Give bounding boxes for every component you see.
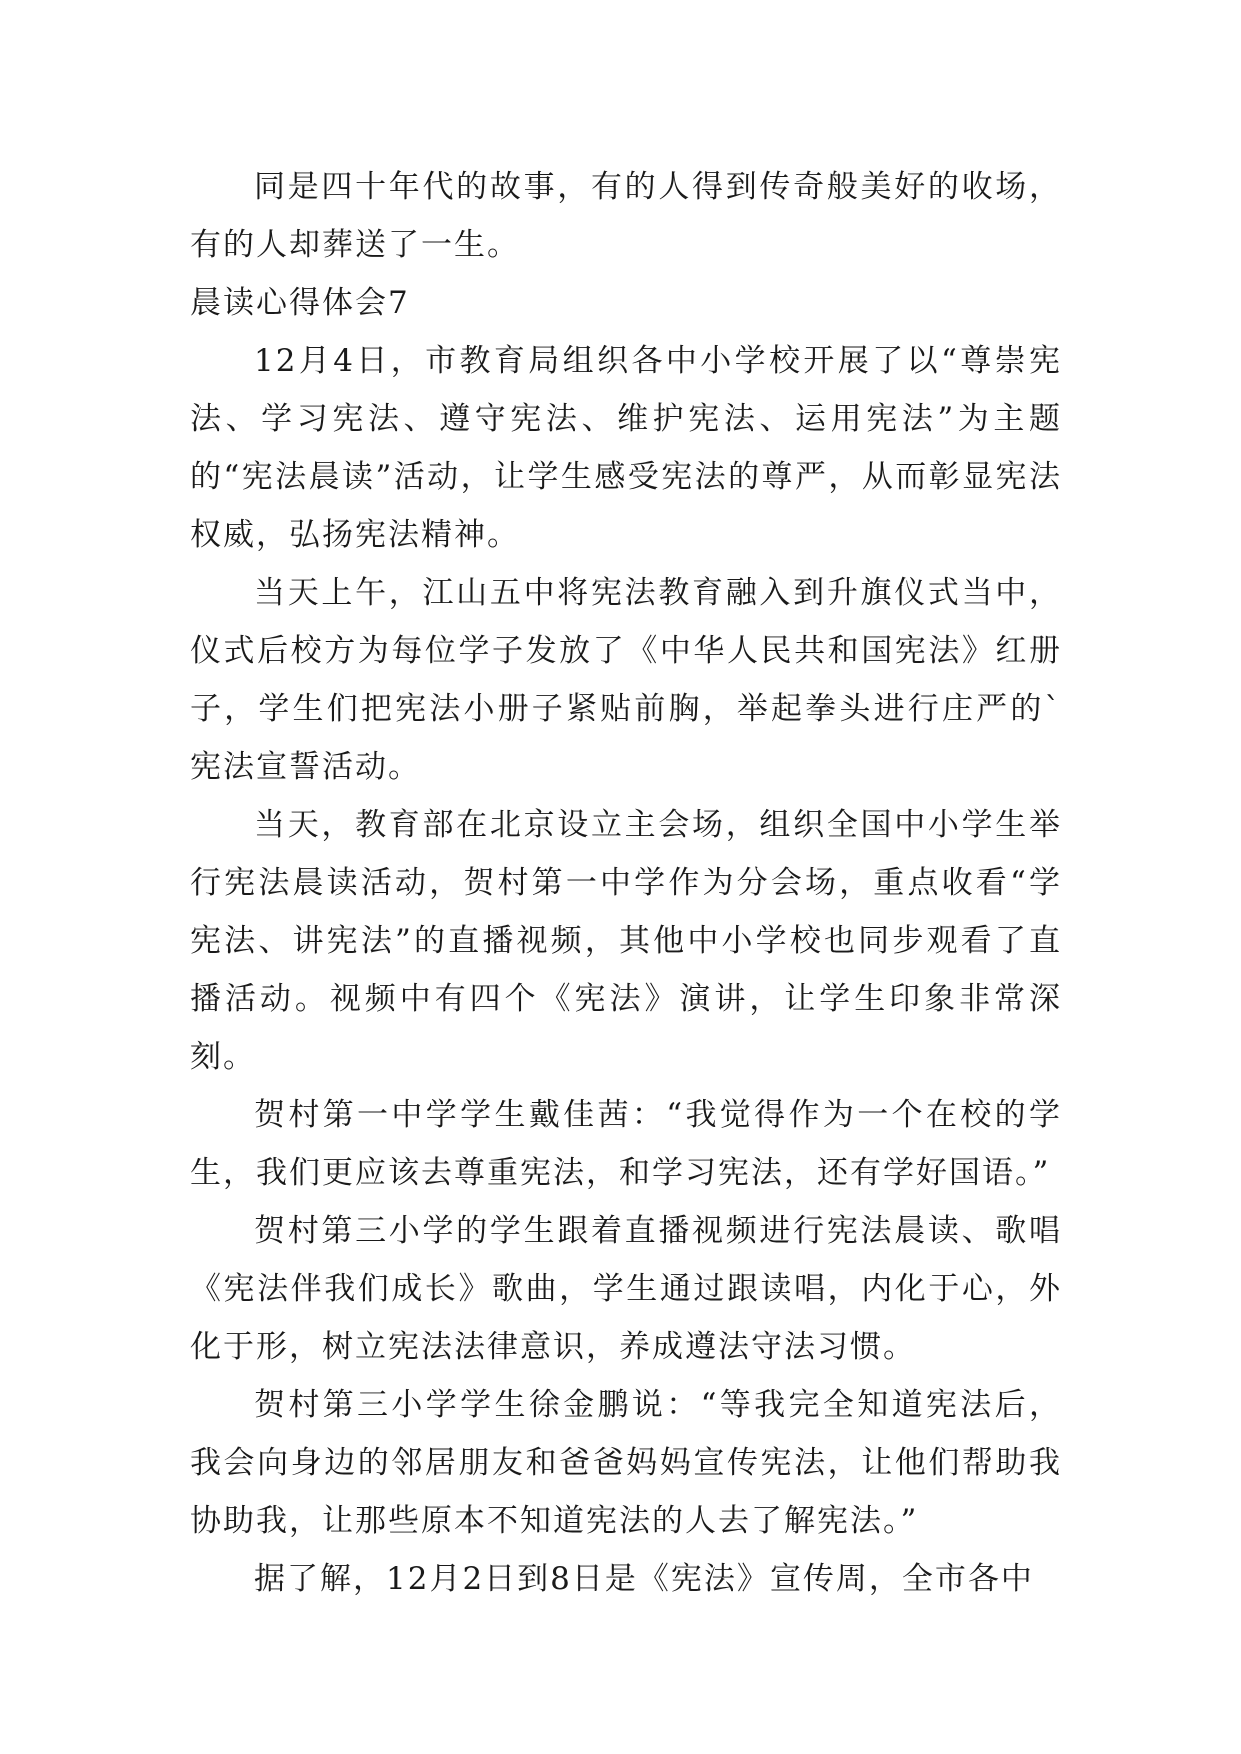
document-body [190, 158, 1062, 1608]
section-heading: 晨读心得体会7 [190, 285, 410, 321]
paragraph-6: 贺村第三小学的学生跟着直播视频进行宪法晨读、歌唱《宪法伴我们成长》歌曲，学生通过跟读唱，内化于心，外化于形，树立宪法法律意识，养成遵法守法习惯。 [190, 1213, 1062, 1365]
paragraph-7: 贺村第三小学学生徐金鹏说：“等我完全知道宪法后，我会向身边的邻居朋友和爸爸妈妈宣传宪法，让他们帮助我协助我，让那些原本不知道宪法的人去了解宪法。” [190, 1387, 1062, 1539]
paragraph-1: 同是四十年代的故事，有的人得到传奇般美好的收场，有的人却葬送了一生。 [190, 169, 1062, 263]
paragraph-3: 当天上午，江山五中将宪法教育融入到升旗仪式当中，仪式后校方为每位学子发放了《中华人民共和国宪法》红册子，学生们把宪法小册子紧贴前胸，举起拳头进行庄严的`宪法宣誓活动。 [190, 575, 1062, 785]
paragraph-2: 12月4日，市教育局组织各中小学校开展了以“尊崇宪法、学习宪法、遵守宪法、维护宪法、运用宪法”为主题的“宪法晨读”活动，让学生感受宪法的尊严，从而彰显宪法权威，弘扬宪法精神。 [190, 343, 1062, 553]
paragraph-4: 当天，教育部在北京设立主会场，组织全国中小学生举行宪法晨读活动，贺村第一中学作为分会场，重点收看“学宪法、讲宪法”的直播视频，其他中小学校也同步观看了直播活动。视频中有四个《宪法》演讲，让学生印象非常深刻。 [190, 807, 1062, 1075]
paragraph-8: 据了解，12月2日到8日是《宪法》宣传周，全市各中 [254, 1561, 1034, 1597]
paragraph-5: 贺村第一中学学生戴佳茜：“我觉得作为一个在校的学生，我们更应该去尊重宪法，和学习宪法，还有学好国语。” [190, 1097, 1062, 1191]
